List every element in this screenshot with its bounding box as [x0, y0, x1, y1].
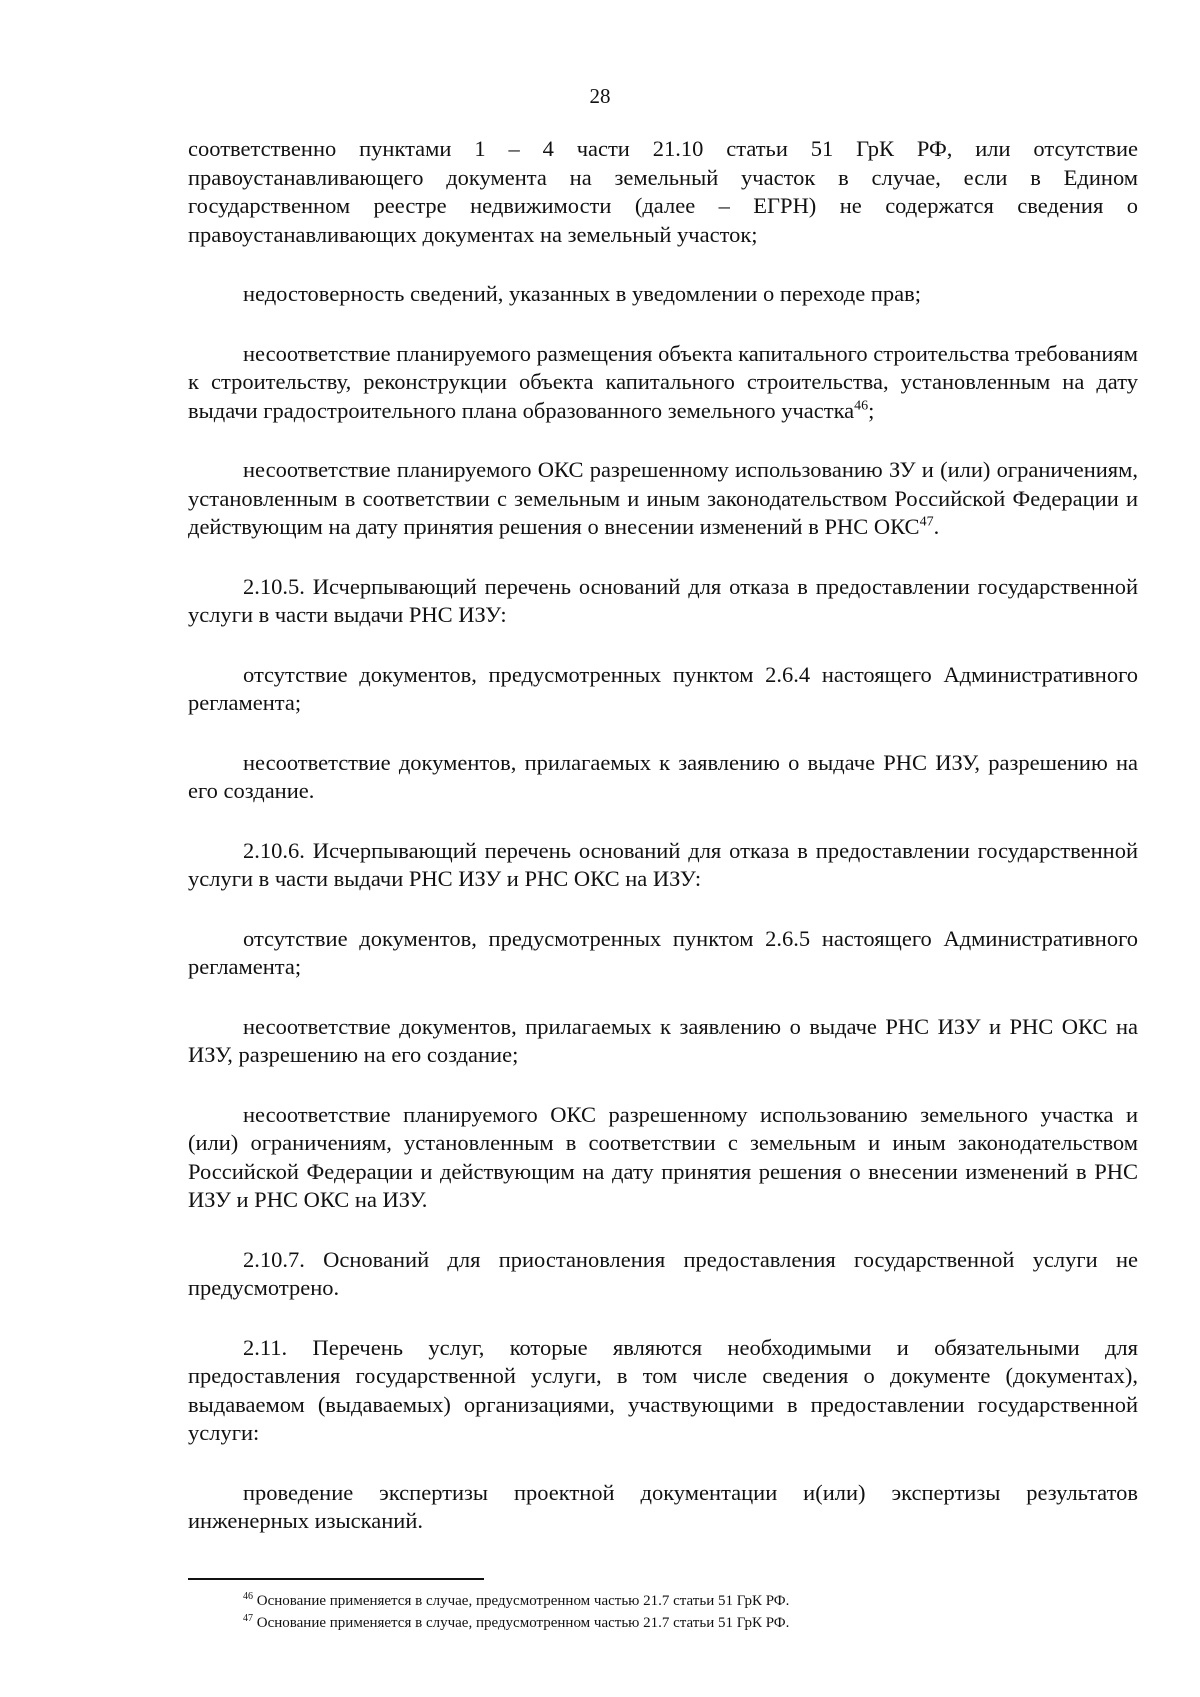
paragraph: недостоверность сведений, указанных в уведомлении о переходе прав; [243, 281, 921, 306]
paragraph: проведение экспертизы проектной документации и(или) экспертизы результатов инженерных изысканий. [188, 1479, 1138, 1533]
footnote-divider [188, 1578, 484, 1580]
footnote-ref: 46 [854, 398, 869, 413]
paragraph: 2.11. Перечень услуг, которые являются необходимыми и обязательными для предоставления государственной услуги, в том числе сведения о документе (документах), выдаваемом (выдаваемых) организациями, участвующими в предоставлении государственной услуги: [188, 1334, 1138, 1445]
paragraph: 2.10.6. Исчерпывающий перечень оснований для отказа в предоставлении государственной услуги в части выдачи РНС ИЗУ и РНС ОКС на ИЗУ: [188, 837, 1138, 891]
footnote-mark: 46 [243, 1591, 253, 1602]
paragraph: несоответствие планируемого ОКС разрешенному использованию земельного участка и (или) ограничениям, установленным в соответствии с земельным и иным законодательством Российской Федерации и действующим на дату принятия решения о внесении изменений в РНС ИЗУ и РНС ОКС на ИЗУ. [188, 1101, 1138, 1212]
paragraph: 2.10.5. Исчерпывающий перечень оснований для отказа в предоставлении государственной услуги в части выдачи РНС ИЗУ: [188, 573, 1138, 627]
paragraph: 2.10.7. Оснований для приостановления предоставления государственной услуги не предусмотрено. [188, 1246, 1138, 1300]
paragraph: несоответствие планируемого размещения объекта капитального строительства требованиям к строительству, реконструкции объекта капитального строительства, установленным на дату выдачи градостроительного плана образованного земельного участка$^{46}$; [188, 340, 1138, 423]
paragraph: несоответствие документов, прилагаемых к заявлению о выдаче РНС ИЗУ и РНС ОКС на ИЗУ, разрешению на его создание; [188, 1013, 1138, 1067]
paragraph: несоответствие планируемого ОКС разрешенному использованию ЗУ и (или) ограничениям, установленным в соответствии с земельным и иным законодательством Российской Федерации и действующим на дату принятия решения о внесении изменений в РНС ОКС$^{47}$. [188, 457, 1138, 539]
paragraph: соответственно пунктами 1 – 4 части 21.10 статьи 51 ГрК РФ, или отсутствие правоустанавливающего документа на земельный участок в случае, если в Едином государственном реестре недвижимости (далее – ЕГРН) не содержатся сведения о правоустанавливающих документах на земельный участок; [188, 136, 1138, 247]
footnote-ref: 47 [919, 514, 934, 530]
footnote: $^{47}$ Основание применяется в случае, предусмотренном частью 21.7 статьи 51 ГрК РФ. [243, 1613, 790, 1631]
paragraph: отсутствие документов, предусмотренных пунктом 2.6.5 настоящего Административного регламента; [188, 925, 1138, 979]
paragraph: отсутствие документов, предусмотренных пунктом 2.6.4 настоящего Административного регламента; [188, 661, 1138, 715]
footnotes [243, 1590, 1123, 1634]
document-body [188, 135, 1138, 1536]
footnote-mark: 47 [243, 1613, 253, 1624]
footnote: $^{46}$ Основание применяется в случае, предусмотренном частью 21.7 статьи 51 ГрК РФ. [243, 1591, 790, 1609]
page-number: 28 [589, 84, 611, 108]
paragraph: несоответствие документов, прилагаемых к заявлению о выдаче РНС ИЗУ, разрешению на его создание. [188, 749, 1138, 803]
